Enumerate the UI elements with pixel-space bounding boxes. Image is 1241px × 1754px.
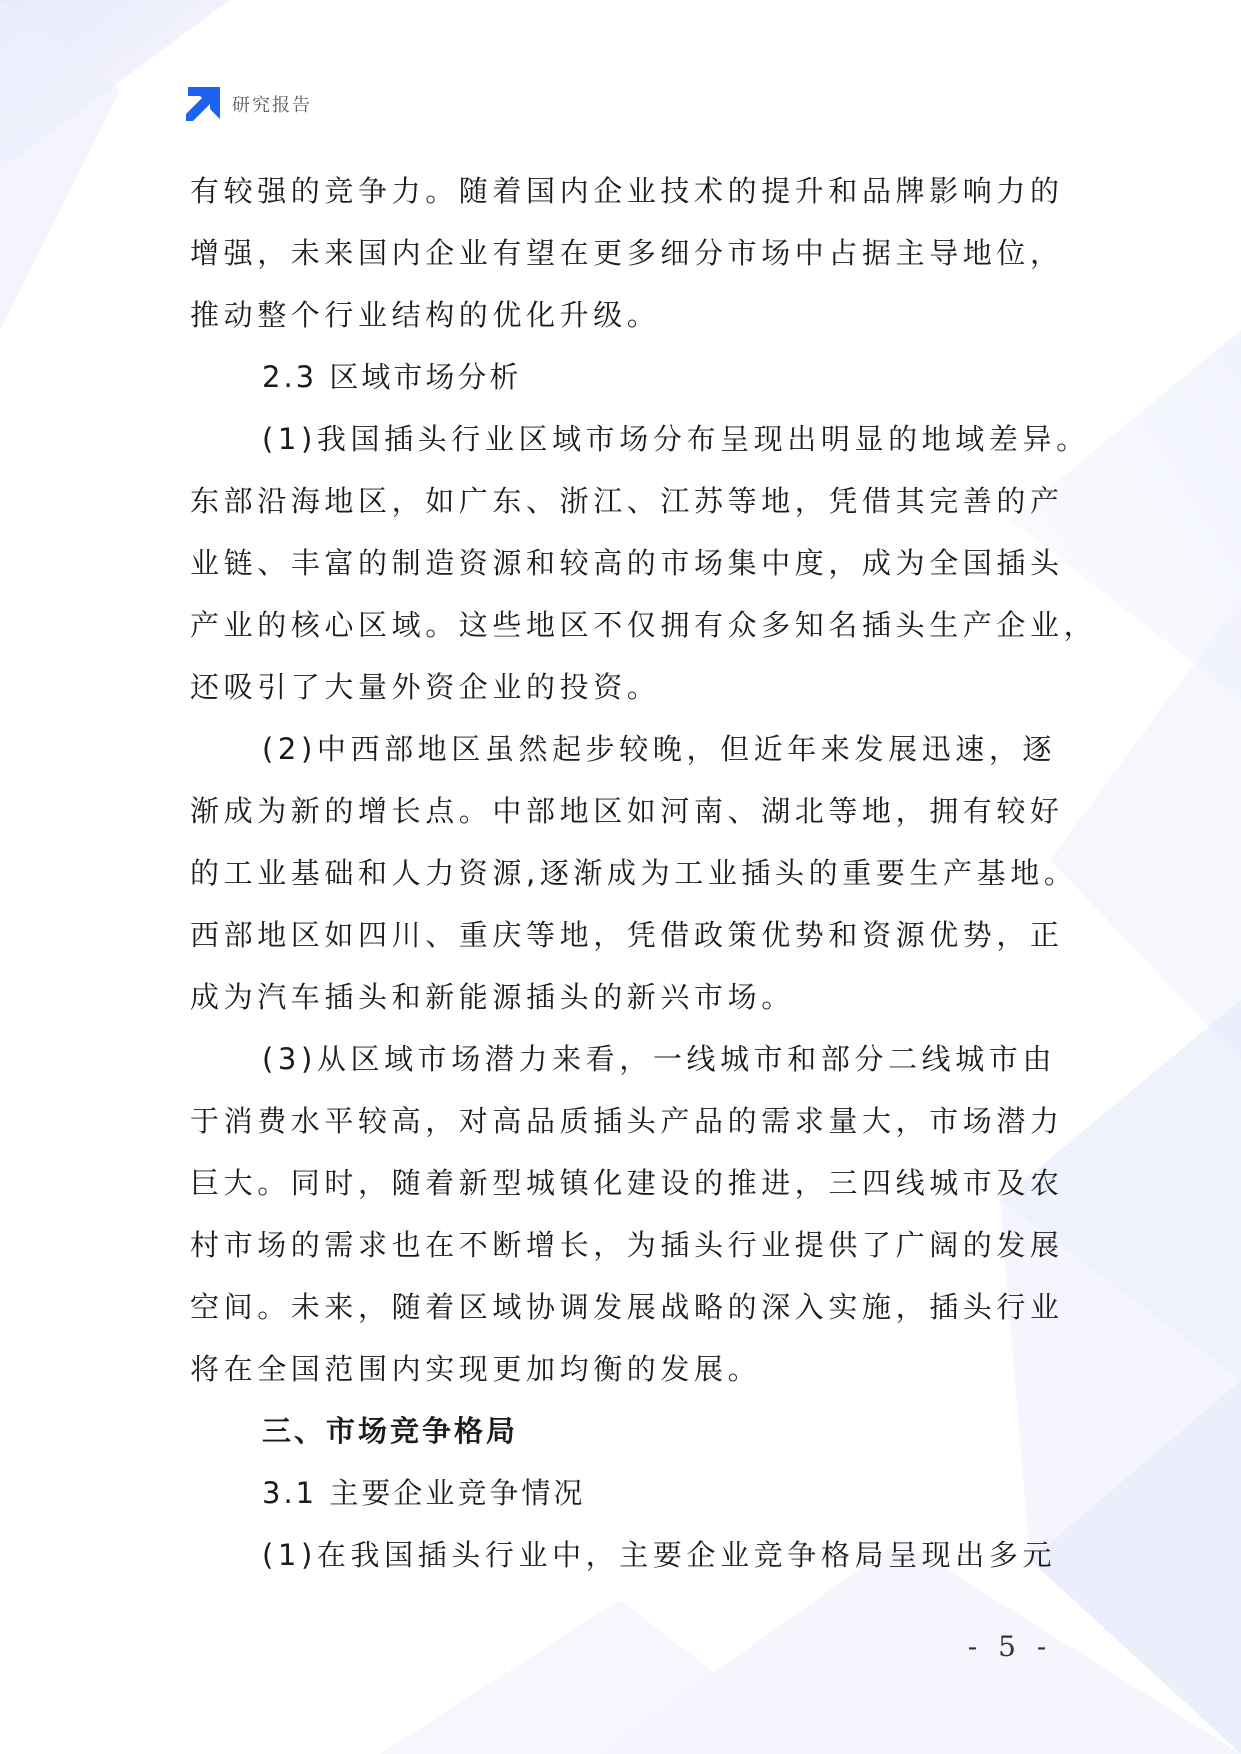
paragraph-line: 推动整个行业结构的优化升级。: [190, 298, 661, 332]
paragraph-line: 产业的核心区域。这些地区不仅拥有众多知名插头生产企业，: [190, 608, 1098, 642]
header-title: 研究报告: [232, 95, 312, 116]
paragraph-line: 业链、丰富的制造资源和较高的市场集中度，成为全国插头: [190, 546, 1064, 580]
paragraph-line: 村市场的需求也在不断增长，为插头行业提供了广阔的发展: [190, 1228, 1064, 1262]
paragraph-line: 巨大。同时，随着新型城镇化建设的推进，三四线城市及农: [190, 1166, 1064, 1200]
paragraph-line: (2)中西部地区虽然起步较晚，但近年来发展迅速，逐: [262, 732, 1057, 766]
paragraph-line: 西部地区如四川、重庆等地，凭借政策优势和资源优势，正: [190, 918, 1064, 952]
section-heading: 3.1 主要企业竞争情况: [262, 1476, 586, 1510]
paragraph-line: (1)我国插头行业区域市场分布呈现出明显的地域差异。: [262, 422, 1090, 456]
paragraph-line: 东部沿海地区，如广东、浙江、江苏等地，凭借其完善的产: [190, 484, 1064, 518]
paragraph-line: (3)从区域市场潜力来看，一线城市和部分二线城市由: [262, 1042, 1057, 1076]
body-text: [190, 160, 1098, 1586]
paragraph-line: 渐成为新的增长点。中部地区如河南、湖北等地，拥有较好: [190, 794, 1064, 828]
paragraph-line: 成为汽车插头和新能源插头的新兴市场。: [190, 980, 795, 1014]
paragraph-line: 将在全国范围内实现更加均衡的发展。: [190, 1352, 762, 1386]
page-number: - 5 -: [967, 1630, 1053, 1663]
paragraph-line: 的工业基础和人力资源,逐渐成为工业插头的重要生产基地。: [190, 856, 1078, 890]
paragraph-line: 有较强的竞争力。随着国内企业技术的提升和品牌影响力的: [190, 174, 1064, 208]
paragraph-line: 于消费水平较高，对高品质插头产品的需求量大，市场潜力: [190, 1104, 1064, 1138]
chapter-heading: 三、市场竞争格局: [262, 1414, 519, 1448]
paragraph-line: 增强，未来国内企业有望在更多细分市场中占据主导地位，: [190, 236, 1064, 270]
paragraph-line: 空间。未来，随着区域协调发展战略的深入实施，插头行业: [190, 1290, 1064, 1324]
arrow-up-right-icon: [186, 87, 220, 121]
report-header: [186, 86, 312, 122]
paragraph-line: 还吸引了大量外资企业的投资。: [190, 670, 661, 704]
section-heading: 2.3 区域市场分析: [262, 360, 522, 394]
paragraph-line: (1)在我国插头行业中，主要企业竞争格局呈现出多元: [262, 1538, 1057, 1572]
